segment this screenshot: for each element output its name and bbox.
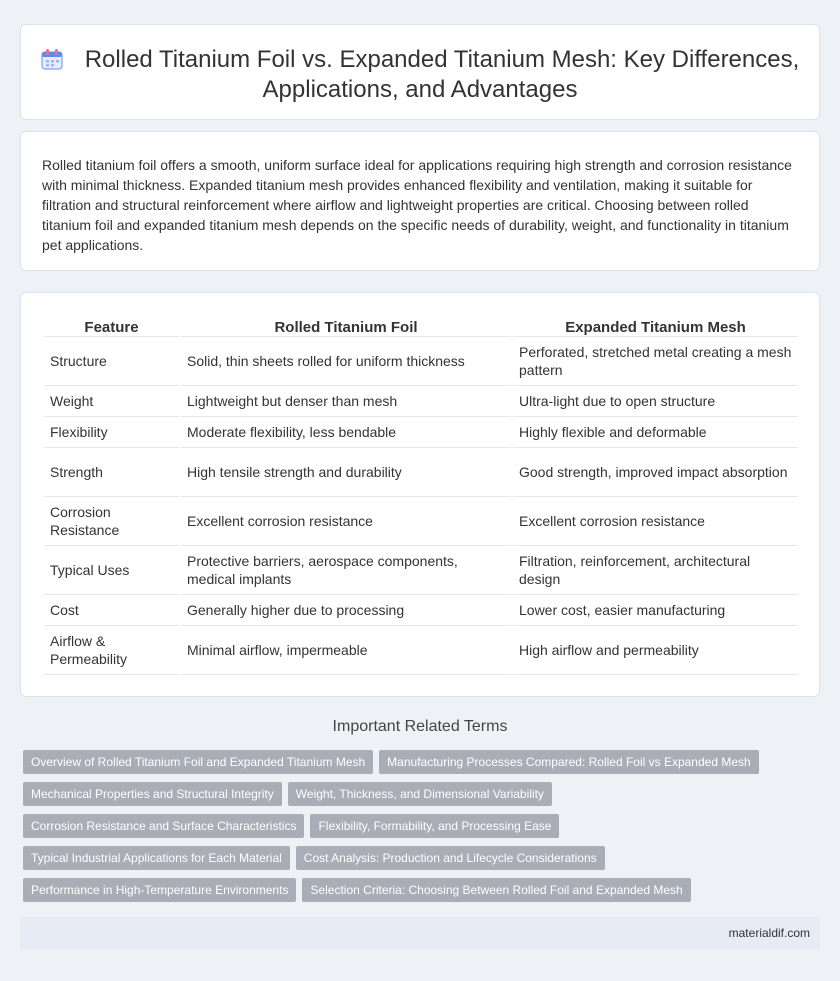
comparison-card	[20, 292, 820, 697]
foil-cell: Minimal airflow, impermeable	[181, 626, 511, 675]
related-term-tag[interactable]: Selection Criteria: Choosing Between Rolled Foil and Expanded Mesh	[302, 878, 690, 902]
feature-cell: Typical Uses	[44, 546, 179, 595]
related-term-tag[interactable]: Cost Analysis: Production and Lifecycle Considerations	[296, 846, 605, 870]
feature-cell: Weight	[44, 386, 179, 417]
tag-row	[23, 878, 813, 902]
mesh-cell: Filtration, reinforcement, architectural design	[513, 546, 798, 595]
intro-card	[20, 131, 820, 271]
table-row	[44, 546, 798, 595]
comparison-table	[42, 317, 800, 675]
feature-cell: Structure	[44, 337, 179, 386]
table-row	[44, 448, 798, 497]
related-term-tag[interactable]: Mechanical Properties and Structural Integrity	[23, 782, 282, 806]
feature-cell: Airflow & Permeability	[44, 626, 179, 675]
table-row	[44, 626, 798, 675]
feature-cell: Cost	[44, 595, 179, 626]
foil-cell: High tensile strength and durability	[181, 448, 511, 497]
feature-cell: Corrosion Resistance	[44, 497, 179, 546]
table-row	[44, 497, 798, 546]
related-term-tag[interactable]: Performance in High-Temperature Environments	[23, 878, 296, 902]
mesh-cell: Good strength, improved impact absorption	[513, 448, 798, 497]
foil-cell: Lightweight but denser than mesh	[181, 386, 511, 417]
foil-cell: Generally higher due to processing	[181, 595, 511, 626]
mesh-cell: Perforated, stretched metal creating a mesh pattern	[513, 337, 798, 386]
related-terms-list	[23, 750, 813, 910]
related-term-tag[interactable]: Manufacturing Processes Compared: Rolled Foil vs Expanded Mesh	[379, 750, 759, 774]
mesh-cell: Highly flexible and deformable	[513, 417, 798, 448]
footer-site-link[interactable]: materialdif.com	[728, 926, 810, 940]
tag-row	[23, 782, 813, 806]
table-row	[44, 417, 798, 448]
related-terms-title: Important Related Terms	[332, 718, 508, 735]
foil-cell: Excellent corrosion resistance	[181, 497, 511, 546]
intro-paragraph: Rolled titanium foil offers a smooth, uniform surface ideal for applications requiring high strength and corrosion resistance with minimal thickness. Expanded titanium mesh provides enhanced flexibility and ventilation, making it suitable for filtration and structural reinforcement where airflow and lightweight properties are critical. Choosing between rolled titanium foil and expanded titanium mesh depends on the specific needs of durability, weight, and functionality in titanium pet applications.	[42, 157, 792, 253]
header-card	[20, 24, 820, 120]
table-row	[44, 595, 798, 626]
feature-cell: Flexibility	[44, 417, 179, 448]
related-term-tag[interactable]: Overview of Rolled Titanium Foil and Expanded Titanium Mesh	[23, 750, 373, 774]
foil-cell: Protective barriers, aerospace components, medical implants	[181, 546, 511, 595]
table-header-row	[44, 317, 798, 337]
mesh-cell: High airflow and permeability	[513, 626, 798, 675]
mesh-cell: Lower cost, easier manufacturing	[513, 595, 798, 626]
mesh-cell: Excellent corrosion resistance	[513, 497, 798, 546]
foil-cell: Solid, thin sheets rolled for uniform thickness	[181, 337, 511, 386]
page-title: Rolled Titanium Foil vs. Expanded Titanium Mesh: Key Differences, Applications, and Advantages	[84, 46, 800, 103]
related-term-tag[interactable]: Typical Industrial Applications for Each Material	[23, 846, 290, 870]
table-row	[44, 386, 798, 417]
header-feature: Feature	[44, 317, 179, 337]
related-term-tag[interactable]: Weight, Thickness, and Dimensional Variability	[288, 782, 552, 806]
tag-row	[23, 846, 813, 870]
footer-bar	[20, 917, 820, 950]
table-row	[44, 337, 798, 386]
header-expanded-mesh: Expanded Titanium Mesh	[513, 317, 798, 337]
mesh-cell: Ultra-light due to open structure	[513, 386, 798, 417]
related-term-tag[interactable]: Corrosion Resistance and Surface Characteristics	[23, 814, 304, 838]
related-term-tag[interactable]: Flexibility, Formability, and Processing Ease	[310, 814, 559, 838]
tag-row	[23, 814, 813, 838]
foil-cell: Moderate flexibility, less bendable	[181, 417, 511, 448]
header-rolled-foil: Rolled Titanium Foil	[181, 317, 511, 337]
tag-row	[23, 750, 813, 774]
page-title-wrap	[21, 45, 819, 105]
calendar-icon	[41, 48, 63, 70]
feature-cell: Strength	[44, 448, 179, 497]
